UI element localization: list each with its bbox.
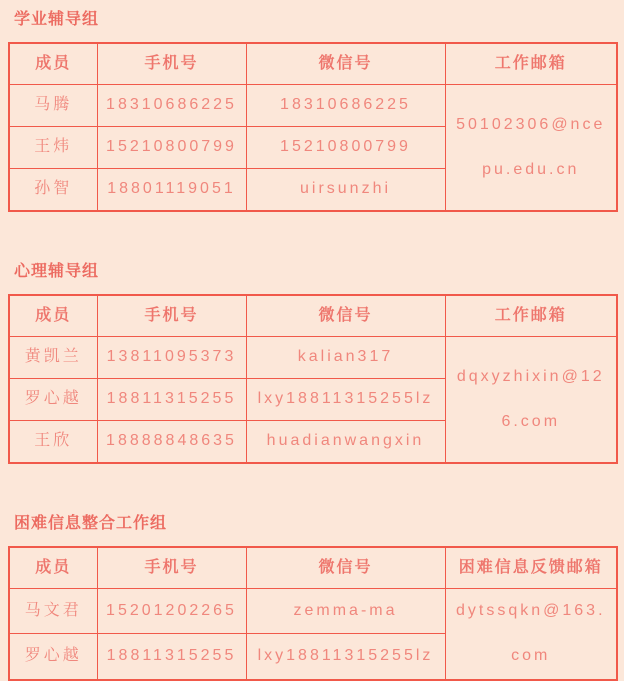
member-column-header: 成员 bbox=[9, 43, 97, 85]
phone-cell: 15210800799 bbox=[97, 127, 246, 169]
member-name-cell: 王欣 bbox=[9, 421, 97, 464]
wechat-cell: zemma-ma bbox=[246, 589, 445, 634]
member-name-cell: 罗心越 bbox=[9, 634, 97, 680]
phone-cell: 18811315255 bbox=[97, 634, 246, 680]
email-cell: dqxyzhixin@126.com bbox=[445, 337, 617, 464]
section-title: 困难信息整合工作组 bbox=[14, 515, 168, 532]
member-name-cell: 马文君 bbox=[9, 589, 97, 634]
member-name-cell: 罗心越 bbox=[9, 379, 97, 421]
wechat-cell: 18310686225 bbox=[246, 85, 445, 127]
email-column-header: 工作邮箱 bbox=[445, 43, 617, 85]
section-title: 学业辅导组 bbox=[14, 11, 100, 28]
section-psychological-counseling bbox=[8, 262, 616, 464]
header-row bbox=[9, 547, 617, 589]
contact-table bbox=[8, 294, 618, 464]
phone-cell: 18811315255 bbox=[97, 379, 246, 421]
table-row bbox=[9, 589, 617, 634]
member-name-cell: 马腾 bbox=[9, 85, 97, 127]
section-difficulty-info-integration bbox=[8, 514, 616, 681]
section-title: 心理辅导组 bbox=[14, 263, 100, 280]
email-column-header: 工作邮箱 bbox=[445, 295, 617, 337]
member-name-cell: 王炜 bbox=[9, 127, 97, 169]
member-name-cell: 黄凯兰 bbox=[9, 337, 97, 379]
phone-cell: 18310686225 bbox=[97, 85, 246, 127]
phone-column-header: 手机号 bbox=[97, 547, 246, 589]
email-cell: dytssqkn@163.com bbox=[445, 589, 617, 680]
member-column-header: 成员 bbox=[9, 547, 97, 589]
wechat-column-header: 微信号 bbox=[246, 43, 445, 85]
phone-cell: 15201202265 bbox=[97, 589, 246, 634]
contact-table bbox=[8, 42, 618, 212]
member-name-cell: 孙智 bbox=[9, 169, 97, 212]
table-row bbox=[9, 85, 617, 127]
member-column-header: 成员 bbox=[9, 295, 97, 337]
wechat-column-header: 微信号 bbox=[246, 295, 445, 337]
header-row bbox=[9, 295, 617, 337]
table-row bbox=[9, 337, 617, 379]
wechat-cell: huadianwangxin bbox=[246, 421, 445, 464]
wechat-cell: kalian317 bbox=[246, 337, 445, 379]
phone-column-header: 手机号 bbox=[97, 295, 246, 337]
email-cell: 50102306@ncepu.edu.cn bbox=[445, 85, 617, 212]
section-academic-tutoring bbox=[8, 10, 616, 212]
wechat-cell: uirsunzhi bbox=[246, 169, 445, 212]
wechat-cell: 15210800799 bbox=[246, 127, 445, 169]
feedback-email-column-header: 困难信息反馈邮箱 bbox=[445, 547, 617, 589]
phone-cell: 18888848635 bbox=[97, 421, 246, 464]
wechat-column-header: 微信号 bbox=[246, 547, 445, 589]
phone-cell: 13811095373 bbox=[97, 337, 246, 379]
wechat-cell: lxy18811315255lz bbox=[246, 634, 445, 680]
contact-table bbox=[8, 546, 618, 681]
phone-cell: 18801119051 bbox=[97, 169, 246, 212]
phone-column-header: 手机号 bbox=[97, 43, 246, 85]
header-row bbox=[9, 43, 617, 85]
wechat-cell: lxy18811315255lz bbox=[246, 379, 445, 421]
